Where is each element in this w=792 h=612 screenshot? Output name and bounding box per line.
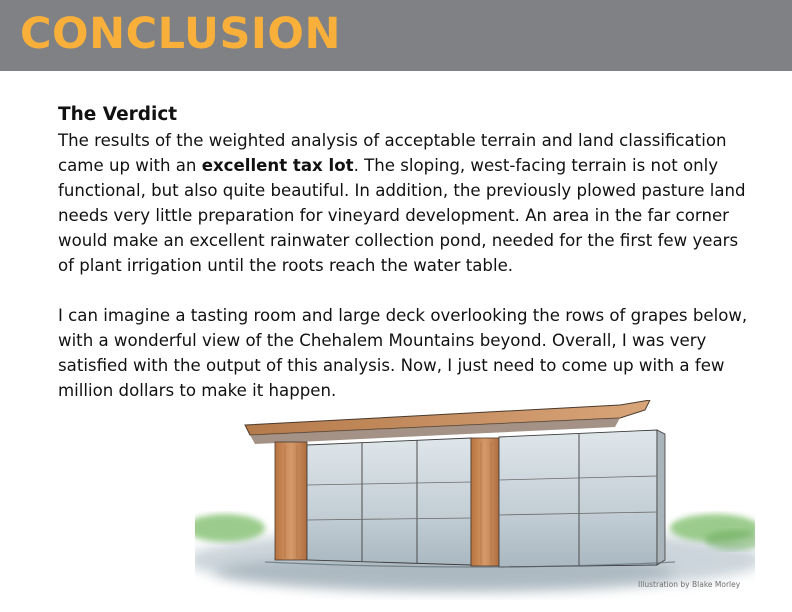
paragraph-line [58, 153, 758, 178]
paragraph-line: with a wonderful view of the Chehalem Mountains beyond. Overall, I was very [58, 331, 707, 350]
paragraph-gap [58, 278, 758, 303]
text-run: came up with an [58, 156, 202, 175]
paragraph-line: million dollars to make it happen. [58, 381, 337, 400]
content-section [58, 102, 758, 403]
paragraph-line: satisfied with the output of this analysis. Now, I just need to come up with a few [58, 356, 725, 375]
section-heading: The Verdict [58, 104, 178, 125]
illustration-credit: Illustration by Blake Morley [638, 580, 741, 589]
text-run: . The sloping, west-facing terrain is not only [353, 156, 719, 175]
paragraph-line: I can imagine a tasting room and large deck overlooking the rows of grapes below, [58, 306, 748, 325]
paragraph-imagine [58, 303, 758, 403]
paragraph-line: would make an excellent rainwater collection pond, needed for the first few years [58, 231, 739, 250]
paragraph-line: The results of the weighted analysis of acceptable terrain and land classification [58, 131, 727, 150]
paragraph-line: functional, but also quite beautiful. In addition, the previously plowed pasture land [58, 181, 746, 200]
paragraph-results [58, 128, 758, 278]
page-title: CONCLUSION [20, 9, 341, 59]
building-sketch-illustration [195, 400, 755, 600]
paragraph-line: needs very little preparation for vineyard development. An area in the far corner [58, 206, 729, 225]
building-sketch-icon [195, 400, 755, 600]
header-band [0, 0, 792, 71]
paragraph-line: of plant irrigation until the roots reach the water table. [58, 256, 514, 275]
bold-emphasis: excellent tax lot [201, 156, 354, 175]
